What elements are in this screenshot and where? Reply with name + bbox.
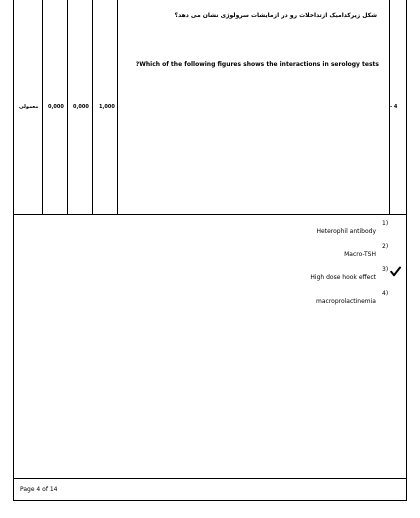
option-4[interactable]: macroprolactinemia <box>316 298 376 305</box>
checkmark-icon <box>390 266 401 277</box>
option-3[interactable]: High dose hook effect <box>310 274 376 281</box>
option-number: 3) <box>382 266 389 273</box>
question-text-persian: شکل زیرکدامیک ازتداخلات رو در ازمایشات سرولوژی نشان می دهد؟ <box>174 12 377 19</box>
option-number: 2) <box>382 243 389 250</box>
column-divider <box>42 0 43 215</box>
column-divider <box>67 0 68 215</box>
option-1[interactable]: Heterophil antibody <box>316 228 376 235</box>
column-divider <box>92 0 93 215</box>
option-2[interactable]: Macro-TSH <box>344 251 376 258</box>
page-number: Page 4 of 14 <box>20 486 58 493</box>
option-number: 4) <box>382 290 389 297</box>
score-cell: 0,000 <box>73 104 89 110</box>
column-divider <box>117 0 118 215</box>
difficulty-label: معمولی <box>19 104 39 110</box>
question-number: - 4 <box>390 104 398 110</box>
score-cell: 0,000 <box>48 104 64 110</box>
option-number: 1) <box>382 220 389 227</box>
score-cell: 1,000 <box>99 104 115 110</box>
footer-divider <box>13 478 407 479</box>
question-text-english: ?Which of the following figures shows the interactions in serology tests <box>135 61 379 68</box>
